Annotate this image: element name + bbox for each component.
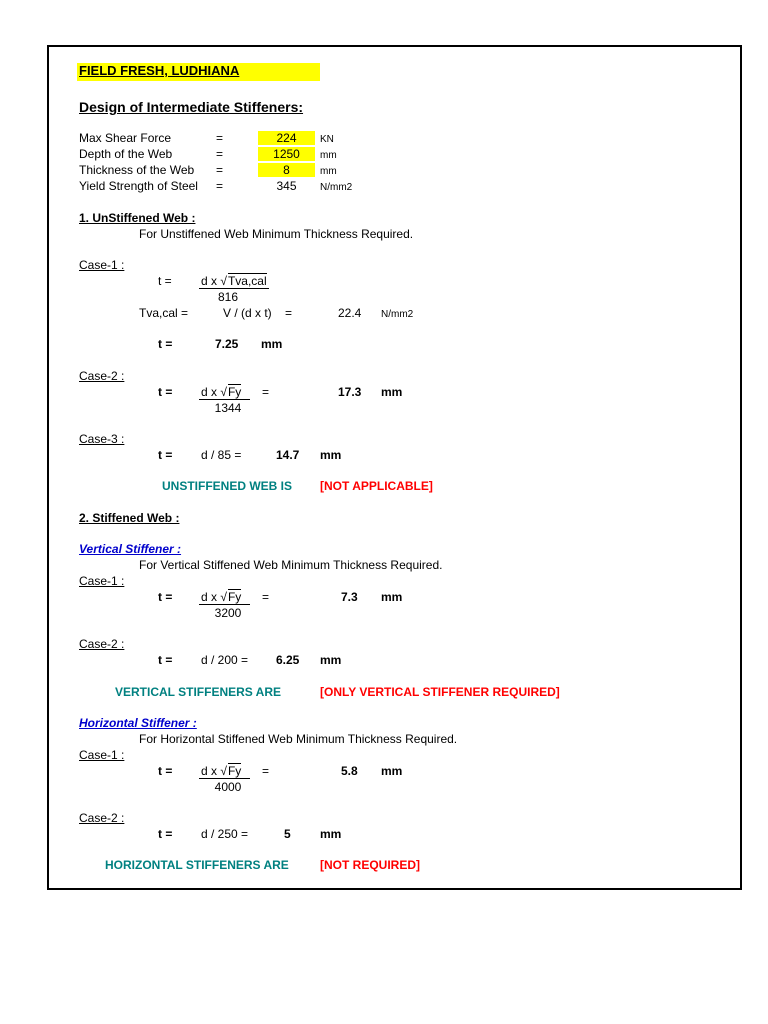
conclusion-status: [ONLY VERTICAL STIFFENER REQUIRED] [320,685,560,699]
section-note: For Vertical Stiffened Web Minimum Thickness Required. [139,558,443,572]
conclusion-status: [NOT REQUIRED] [320,858,420,872]
case-result-unit: mm [261,337,283,351]
case-result-unit: mm [381,764,403,778]
formula-denominator: 4000 [214,780,242,794]
t-equals: t = [158,653,173,667]
input-equals: = [216,147,224,161]
case-result-unit: mm [381,385,403,399]
subsection-heading-vertical: Vertical Stiffener : [79,542,182,556]
case-label: Case-3 : [79,432,125,446]
formula-numerator: d x √Fy [199,764,250,779]
case-result-unit: mm [320,827,342,841]
section-heading-unstiffened: 1. UnStiffened Web : [79,211,196,225]
formula-numerator: d x √Tva,cal [201,274,267,288]
formula-equals: = [262,385,270,399]
case-result-value: 17.3 [338,385,362,399]
sqrt-icon: √ [220,274,227,288]
input-unit: N/mm2 [320,182,353,193]
t-equals: t = [158,764,173,778]
case-result-unit: mm [320,653,342,667]
conclusion-label: UNSTIFFENED WEB IS [162,479,293,493]
case-result-value: 5.8 [341,764,358,778]
formula-expression: d / 200 = [201,653,249,667]
input-label: Depth of the Web [79,147,173,161]
input-label: Yield Strength of Steel [79,179,198,193]
tva-expression: V / (d x t) [223,306,272,320]
company-name: FIELD FRESH, LUDHIANA [77,63,320,81]
formula-expression: d / 85 = [201,448,242,462]
t-equals: t = [158,274,172,288]
formula-expression: d / 250 = [201,827,249,841]
input-label: Max Shear Force [79,131,172,145]
sqrt-icon: √ [220,764,227,778]
page-title: Design of Intermediate Stiffeners: [79,99,304,115]
tva-label: Tva,cal = [139,306,189,320]
t-equals: t = [158,827,173,841]
t-equals: t = [158,385,173,399]
case-result-value: 7.3 [341,590,358,604]
conclusion-label: HORIZONTAL STIFFENERS ARE [105,858,289,872]
case-label: Case-2 : [79,369,125,383]
case-label: Case-2 : [79,811,125,825]
t-equals: t = [158,448,173,462]
sqrt-icon: √ [220,590,227,604]
case-result-value: 7.25 [215,337,239,351]
max-shear-force-value[interactable]: 224 [258,131,315,145]
tva-equals: = [285,306,293,320]
section-note: For Horizontal Stiffened Web Minimum Thickness Required. [139,732,458,746]
case-label: Case-1 : [79,748,125,762]
case-result-unit: mm [320,448,342,462]
input-equals: = [216,179,224,193]
case-label: Case-1 : [79,258,125,272]
conclusion-status: [NOT APPLICABLE] [320,479,433,493]
case-result-value: 6.25 [276,653,300,667]
web-depth-value[interactable]: 1250 [258,147,315,161]
tva-unit: N/mm2 [381,309,414,320]
formula-equals: = [262,590,270,604]
section-note: For Unstiffened Web Minimum Thickness Required. [139,227,414,241]
case-label: Case-2 : [79,637,125,651]
input-equals: = [216,163,224,177]
input-label: Thickness of the Web [79,163,195,177]
formula-denominator: 3200 [214,606,242,620]
input-equals: = [216,131,224,145]
web-thickness-value[interactable]: 8 [258,163,315,177]
formula-denominator: 816 [217,290,239,304]
t-equals: t = [158,590,173,604]
formula-denominator: 1344 [214,401,242,415]
subsection-heading-horizontal: Horizontal Stiffener : [79,716,197,730]
formula-numerator: d x √Fy [199,385,250,400]
input-unit: mm [320,150,337,161]
input-unit: mm [320,166,337,177]
case-result-unit: mm [381,590,403,604]
t-equals: t = [158,337,173,351]
case-label: Case-1 : [79,574,125,588]
formula-numerator: d x √Fy [199,590,250,605]
case-result-value: 14.7 [276,448,300,462]
case-result-value: 5 [284,827,291,841]
conclusion-label: VERTICAL STIFFENERS ARE [115,685,282,699]
tva-value: 22.4 [338,306,362,320]
section-heading-stiffened: 2. Stiffened Web : [79,511,180,525]
formula-equals: = [262,764,270,778]
sqrt-icon: √ [220,385,227,399]
yield-strength-value: 345 [276,179,297,193]
input-unit: KN [320,134,334,145]
